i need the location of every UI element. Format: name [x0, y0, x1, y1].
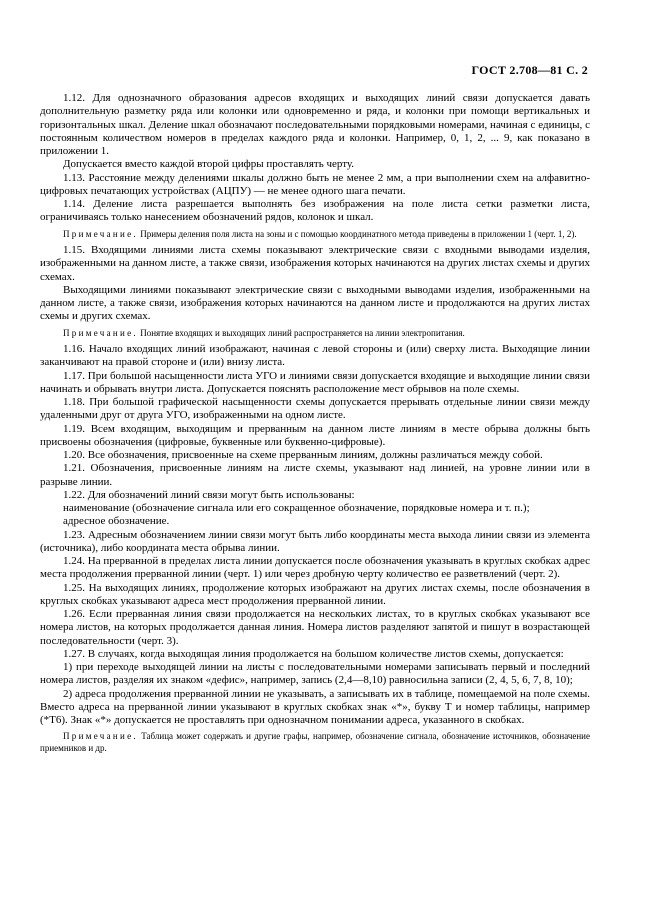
paragraph-1-24: 1.24. На прерванной в пределах листа линии допускается после обозначения указывать в круглых скобках адрес места продолжения прерванной линии (черт. 1) или через дробную черту количество ее разветвлений (черт. 2).	[40, 555, 590, 581]
note-label: Примечание.	[63, 327, 138, 338]
note-text: Примеры деления поля листа на зоны и с помощью координатного метода приведены в приложении 1 (черт. 1, 2).	[137, 228, 577, 239]
paragraph-1-22-address: адресное обозначение.	[63, 515, 170, 528]
paragraph-1-15: 1.15. Входящими линиями листа схемы показывают электрические связи с входными выводами изделия, изображенными на данном листе, а также связи, изображения которых начинаются на других листах схемы и других схемах.	[40, 244, 590, 283]
paragraph-1-27-item-2: 2) адреса продолжения прерванной линии не указывать, а записывать их в таблице, помещаемой на поле схемы. Вместо адреса на прерванной линии указывают в круглых скобках знак «*», букву Т и номер таблицы, например (*Т6). Знак «*» допускается не проставлять при однозначном понимании адреса, указанного в скобках.	[40, 687, 590, 726]
paragraph-1-17: 1.17. При большой насыщенности листа УГО и линиями связи допускается входящие и выходящие линии связи начинать и обрывать внутри листа. Допускается пояснять расположение мест обрывов на поле схемы.	[40, 369, 590, 395]
paragraph-1-12: 1.12. Для однозначного образования адресов входящих и выходящих линий связи допускается давать дополнительную разметку ряда или колонки или одновременно и ряда, и колонки при помощи вертикальных и горизонтальных шкал. Деление шкал обозначают последовательными порядковыми номерами, начиная с единицы, с постоянным количеством номеров в пределах каждого ряда и колонки. Например, 0, 1, 2, ... 9, как показано в приложении 1.	[40, 92, 590, 157]
note-2	[40, 328, 590, 340]
paragraph-1-14: 1.14. Деление листа разрешается выполнять без изображения на поле листа сетки разметки листа, ограничиваясь только нанесением обозначений рядов, колонок и шкал.	[40, 198, 590, 224]
paragraph-1-18: 1.18. При большой графической насыщенности схемы допускается прерывать отдельные линии связи между удаленными друг от друга УГО, изображенными на одном листе.	[40, 396, 590, 422]
paragraph-1-26: 1.26. Если прерванная линия связи продолжается на нескольких листах, то в круглых скобках указывают все номера листов, на которых продолжается данная линия. Номера листов разделяют запятой и пишут в возрастающей последовательности (черт. 3).	[40, 608, 590, 647]
note-text: Понятие входящих и выходящих линий распространяется на линии электропитания.	[137, 327, 465, 338]
paragraph-1-22: 1.22. Для обозначений линий связи могут быть использованы:	[63, 488, 355, 501]
note-label: Примечание.	[63, 228, 138, 239]
paragraph-1-13: 1.13. Расстояние между делениями шкалы должно быть не менее 2 мм, а при выполнении схем на алфавитно-цифровых печатающих устройствах (АЦПУ) — не менее одного шага печати.	[40, 171, 590, 197]
paragraph-1-12-dash: Допускается вместо каждой второй цифры проставлять черту.	[63, 158, 355, 171]
paragraph-1-20: 1.20. Все обозначения, присвоенные на схеме прерванным линиям, должны различаться между собой.	[63, 449, 543, 461]
page-header: ГОСТ 2.708—81 С. 2	[471, 63, 588, 77]
paragraph-1-15-outgoing: Выходящими линиями показывают электрические связи с выходными выводами изделия, изображенными на данном листе, а также связи, изображения которых начинаются на данном листе и продолжаются на других листах схемы и других схемах.	[40, 283, 590, 323]
paragraph-1-27-item-1: 1) при переходе выходящей линии на листы с последовательными номерами записывать первый и последний номера листов, разделяя их знаком «дефис», например, запись (2,4—8,10) равносильна записи (2, 4, 5, 6, 7, 8, 10);	[40, 661, 590, 687]
paragraph-1-25: 1.25. На выходящих линиях, продолжение которых изображают на других листах схемы, после обозначения в круглых скобках указывают адреса мест продолжения прерванной линии.	[40, 581, 590, 607]
paragraph-1-21: 1.21. Обозначения, присвоенные линиям на листе схемы, указывают над линией, на уровне линии или в разрыве линии.	[40, 462, 590, 488]
note-1	[40, 229, 590, 241]
paragraph-1-23: 1.23. Адресным обозначением линии связи могут быть либо координаты места выхода линии связи из элемента (источника), либо координата места обрыва линии.	[40, 528, 590, 554]
paragraph-1-19: 1.19. Всем входящим, выходящим и прерванным на данном листе линиям в месте обрыва должны быть присвоены обозначения (цифровые, буквенные или буквенно-цифровые).	[40, 422, 590, 448]
document-body	[40, 92, 590, 754]
note-3	[40, 731, 590, 754]
paragraph-1-16: 1.16. Начало входящих линий изображают, начиная с левой стороны и (или) сверху листа. Выходящие линии заканчивают на правой стороне и (или) внизу листа.	[40, 343, 590, 369]
note-text: Таблица может содержать и другие графы, например, обозначение сигнала, обозначение источников, обозначение приемников и др.	[40, 731, 590, 753]
note-label: Примечание.	[63, 731, 138, 742]
paragraph-1-22-name: наименование (обозначение сигнала или его сокращенное обозначение, порядковые номера и т. п.);	[63, 502, 530, 514]
paragraph-1-27: 1.27. В случаях, когда выходящая линия продолжается на большом количестве листов схемы, допускается:	[63, 647, 564, 660]
